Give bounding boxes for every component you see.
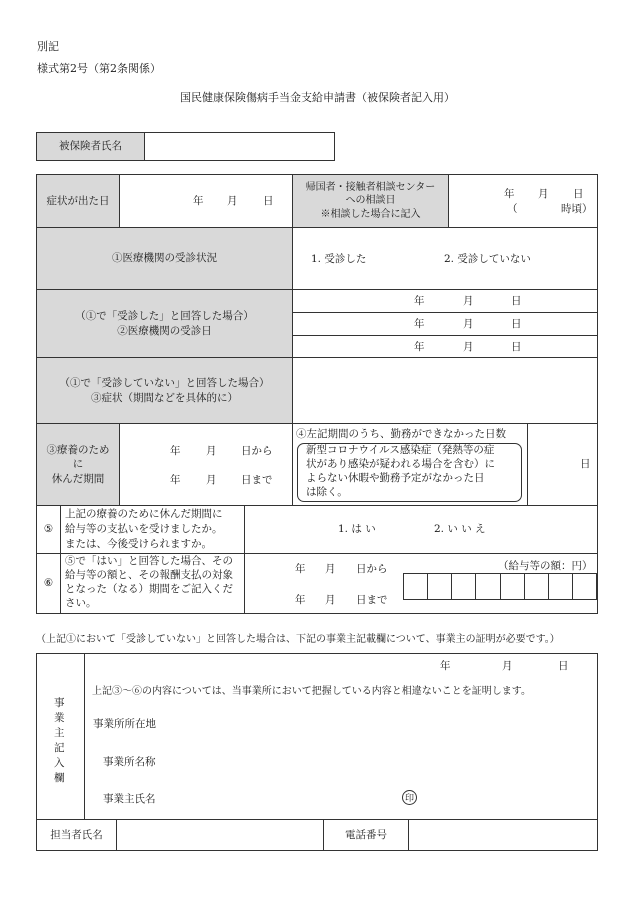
q4-line4: よらない休暇や勤務予定がなかった日 bbox=[306, 472, 485, 484]
employer-side-label bbox=[37, 654, 84, 819]
rest-period-field[interactable] bbox=[120, 424, 292, 505]
side-char-2: 業 bbox=[54, 712, 65, 724]
q5-number: ⑤ bbox=[43, 523, 54, 536]
side-char-1: 事 bbox=[54, 697, 65, 709]
rest-from-year: 年 bbox=[170, 445, 181, 457]
q6-answer-area[interactable] bbox=[245, 554, 597, 613]
q4-line3: 状があり感染が疑われる場合を含む）に bbox=[306, 458, 495, 470]
q2-date-row-2[interactable] bbox=[293, 313, 597, 335]
q4-line1: ④左記期間のうち、勤務ができなかった日数 bbox=[296, 428, 506, 440]
rest-to-month: 月 bbox=[206, 474, 217, 486]
side-char-4: 記 bbox=[54, 742, 65, 754]
q6-line3: となった（なる）期間をご記入くだ bbox=[65, 583, 233, 595]
q6-line1: ⑤で「はい」と回答した場合、その bbox=[65, 555, 233, 567]
amount-digit-box[interactable] bbox=[548, 573, 573, 600]
consult-month-unit: 月 bbox=[538, 188, 549, 200]
employer-certification: 上記③〜⑥の内容については、当事業所において把握している内容と相違ないことを証明します。 bbox=[92, 686, 531, 697]
q6-to-day: 日まで bbox=[356, 594, 388, 606]
business-name-field[interactable] bbox=[170, 750, 590, 772]
q5-option-no[interactable]: 2. い い え bbox=[434, 523, 486, 535]
q2-r2-day: 日 bbox=[511, 318, 522, 330]
amount-digit-boxes[interactable] bbox=[403, 573, 596, 600]
phone-field[interactable] bbox=[409, 820, 597, 850]
rest-period-line1: ③療養のため bbox=[46, 444, 110, 457]
q4-label bbox=[293, 424, 527, 505]
q6-from-year: 年 bbox=[295, 563, 306, 575]
q2-r2-year: 年 bbox=[414, 318, 425, 330]
amount-digit-box[interactable] bbox=[524, 573, 549, 600]
q3-label-line1: （①で「受診していない」と回答した場合） bbox=[59, 377, 270, 390]
q6-question bbox=[61, 554, 244, 613]
symptom-year-unit: 年 bbox=[193, 195, 204, 207]
q2-r1-month: 月 bbox=[463, 295, 474, 307]
q6-line4: さい。 bbox=[65, 597, 97, 609]
q2-date-row-3[interactable] bbox=[293, 336, 597, 357]
q6-to-month: 月 bbox=[325, 594, 336, 606]
q2-label bbox=[37, 290, 292, 357]
q5-question bbox=[61, 506, 244, 553]
rest-period-line2: に bbox=[72, 458, 84, 471]
employer-year-unit: 年 bbox=[440, 660, 451, 672]
insured-name-box bbox=[36, 132, 335, 161]
q2-r3-month: 月 bbox=[463, 341, 474, 353]
q6-to-year: 年 bbox=[295, 594, 306, 606]
employer-month-unit: 月 bbox=[502, 660, 513, 672]
business-name-label: 事業所名称 bbox=[103, 756, 156, 768]
consult-day-unit: 日 bbox=[573, 188, 584, 200]
time-open-paren: （ bbox=[507, 203, 518, 215]
q2-label-line2: ②医療機関の受診日 bbox=[117, 324, 212, 337]
owner-name-field[interactable] bbox=[170, 787, 400, 809]
q4-days-unit: 日 bbox=[580, 458, 591, 470]
q2-r3-year: 年 bbox=[414, 341, 425, 353]
employer-note: （上記①において「受診していない」と回答した場合は、下記の事業主記載欄について、事業主の証明が必要です。） bbox=[36, 634, 560, 645]
q5-option-yes[interactable]: 1. は い bbox=[338, 523, 376, 535]
amount-digit-box[interactable] bbox=[475, 573, 500, 600]
amount-digit-box[interactable] bbox=[451, 573, 476, 600]
consult-center-line2: への相談日 bbox=[345, 195, 396, 207]
rest-from-day: 日から bbox=[241, 445, 273, 457]
q6-from-day: 日から bbox=[356, 563, 388, 575]
side-char-6: 欄 bbox=[54, 772, 65, 784]
consult-date-field[interactable] bbox=[449, 175, 597, 227]
q2-date-row-1[interactable] bbox=[293, 290, 597, 312]
consult-center-line3: ※相談した場合に記入 bbox=[320, 208, 421, 220]
q4-line2: 新型コロナウイルス感染症（発熱等の症 bbox=[306, 444, 495, 456]
q6-line2: 給与等の額と、その報酬支払の対象 bbox=[65, 569, 233, 581]
employer-day-unit: 日 bbox=[558, 660, 569, 672]
side-char-3: 主 bbox=[54, 727, 65, 739]
symptom-date-field[interactable] bbox=[120, 175, 292, 227]
q1-option-not-visited[interactable]: 2. 受診していない bbox=[444, 253, 531, 265]
rest-period-line3: 休んだ期間 bbox=[51, 472, 105, 485]
rest-period-label bbox=[37, 424, 119, 505]
q1-option-visited[interactable]: 1. 受診した bbox=[311, 253, 367, 265]
q1-label: ①医療機関の受診状況 bbox=[37, 228, 292, 289]
business-address-field[interactable] bbox=[170, 712, 590, 734]
consult-year-unit: 年 bbox=[504, 188, 515, 200]
q6-amount-label: （給与等の額：円） bbox=[498, 560, 593, 572]
q2-r1-day: 日 bbox=[511, 295, 522, 307]
q5-line1: 上記の療養のために休んだ期間に bbox=[65, 508, 223, 520]
seal-mark: 印 bbox=[402, 790, 417, 805]
consult-center-line1: 帰国者・接触者相談センター bbox=[305, 181, 436, 193]
insured-name-field[interactable] bbox=[145, 133, 334, 160]
amount-digit-box[interactable] bbox=[403, 573, 428, 600]
rest-from-month: 月 bbox=[206, 445, 217, 457]
symptom-day-unit: 日 bbox=[263, 195, 274, 207]
q5-line2: 給与等の支払いを受けましたか。 bbox=[65, 523, 223, 535]
q2-label-line1: （①で「受診した」と回答した場合） bbox=[75, 310, 254, 323]
betsuki-label: 別記 bbox=[37, 40, 59, 53]
q3-symptoms-field[interactable] bbox=[293, 358, 597, 423]
amount-digit-box[interactable] bbox=[427, 573, 452, 600]
q6-number: ⑥ bbox=[43, 577, 54, 590]
business-address-label: 事業所所在地 bbox=[93, 718, 156, 730]
form-number: 様式第2号（第2条関係） bbox=[37, 62, 161, 75]
q3-label bbox=[37, 358, 292, 423]
insured-name-label: 被保険者氏名 bbox=[37, 133, 145, 160]
person-in-charge-label: 担当者氏名 bbox=[50, 828, 103, 841]
q2-r2-month: 月 bbox=[463, 318, 474, 330]
amount-digit-box[interactable] bbox=[572, 573, 597, 600]
symptom-date-label: 症状が出た日 bbox=[37, 175, 119, 227]
side-char-5: 入 bbox=[54, 757, 65, 769]
q2-r3-day: 日 bbox=[511, 341, 522, 353]
consult-center-label bbox=[293, 175, 448, 227]
q3-label-line2: ③症状（期間などを具体的に） bbox=[91, 391, 238, 404]
page-title: 国民健康保険傷病手当金支給申請書（被保険者記入用） bbox=[180, 91, 455, 104]
q2-r1-year: 年 bbox=[414, 295, 425, 307]
q6-from-month: 月 bbox=[325, 563, 336, 575]
q4-days-field[interactable] bbox=[528, 424, 597, 505]
q5-line3: または、今後受けられますか。 bbox=[65, 538, 212, 550]
rest-to-day: 日まで bbox=[241, 474, 273, 486]
phone-label: 電話番号 bbox=[345, 828, 387, 841]
person-in-charge-field[interactable] bbox=[117, 820, 323, 850]
amount-digit-box[interactable] bbox=[500, 573, 525, 600]
owner-name-label: 事業主氏名 bbox=[103, 793, 156, 805]
symptom-month-unit: 月 bbox=[227, 195, 238, 207]
q4-line5: は除く。 bbox=[306, 486, 348, 498]
time-label: 時頃） bbox=[561, 203, 593, 215]
rest-to-year: 年 bbox=[170, 474, 181, 486]
